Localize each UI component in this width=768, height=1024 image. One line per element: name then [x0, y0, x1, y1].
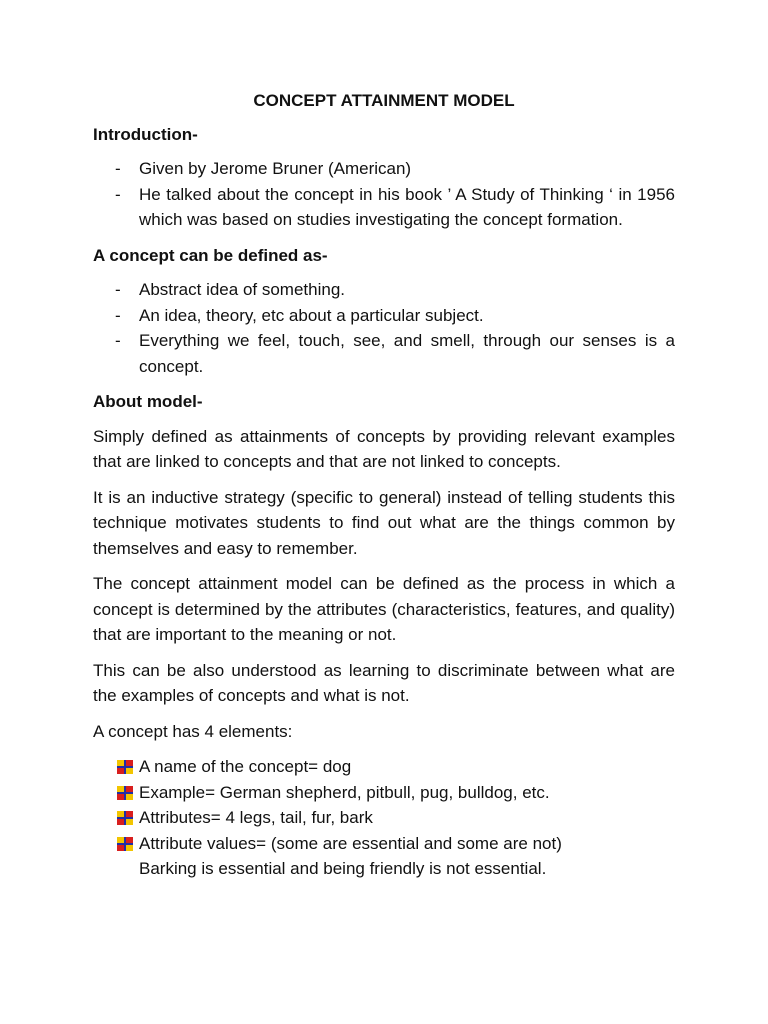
list-item-text: Everything we feel, touch, see, and smell, through our senses is a concept. — [139, 331, 675, 376]
paragraph: It is an inductive strategy (specific to general) instead of telling students this technique motivates students to find out what are the things common by themselves and easy to remember. — [93, 487, 675, 558]
definition-heading: A concept can be defined as- — [93, 245, 328, 265]
paragraph: The concept attainment model can be defined as the process in which a concept is determined by the attributes (characteristics, features, and quality) that are important to the meaning or not. — [93, 574, 675, 644]
pinwheel-bullet-icon — [117, 837, 133, 851]
list-item-text: He talked about the concept in his book ’ A Study of Thinking ‘ in 1956 which was based on studies investigating the concept formation. — [139, 184, 675, 229]
list-item-text: Attributes= 4 legs, tail, fur, bark — [139, 808, 373, 827]
pinwheel-bullet-icon — [117, 760, 133, 774]
list-item — [117, 754, 675, 780]
pinwheel-bullet-icon — [117, 811, 133, 825]
list-item — [93, 303, 675, 329]
intro-list — [93, 156, 675, 233]
dash-marker: - — [115, 159, 121, 178]
dash-marker: - — [115, 280, 121, 299]
paragraph: A concept has 4 elements: — [93, 721, 293, 741]
page-title: CONCEPT ATTAINMENT MODEL — [253, 91, 515, 110]
dash-marker: - — [115, 184, 121, 204]
paragraph: Simply defined as attainments of concepts by providing relevant examples that are linked to concepts and that are not linked to concepts. — [93, 426, 675, 471]
dash-marker: - — [115, 305, 121, 325]
list-item-text: Given by Jerome Bruner (American) — [139, 159, 412, 178]
elements-list — [93, 754, 675, 882]
about-heading: About model- — [93, 392, 203, 411]
list-item-text: Abstract idea of something. — [139, 280, 346, 299]
pinwheel-bullet-icon — [117, 786, 133, 800]
list-item — [93, 156, 675, 182]
list-item — [93, 277, 675, 303]
document-page — [93, 88, 675, 882]
paragraph: This can be also understood as learning to discriminate between what are the examples of concepts and what is not. — [93, 660, 675, 705]
list-item — [117, 831, 675, 882]
list-item-text: Example= German shepherd, pitbull, pug, bulldog, etc. — [139, 782, 550, 802]
list-item-text: Attribute values= (some are essential and some are not) — [139, 833, 562, 853]
list-item — [117, 805, 675, 831]
list-item — [93, 328, 675, 379]
intro-heading: Introduction- — [93, 124, 198, 144]
list-item-text: A name of the concept= dog — [139, 757, 352, 776]
dash-marker: - — [115, 331, 121, 350]
list-item — [117, 780, 675, 806]
list-item-text: An idea, theory, etc about a particular subject. — [139, 305, 484, 325]
list-item-continuation: Barking is essential and being friendly is not essential. — [139, 859, 547, 878]
definition-list — [93, 277, 675, 379]
list-item — [93, 182, 675, 233]
